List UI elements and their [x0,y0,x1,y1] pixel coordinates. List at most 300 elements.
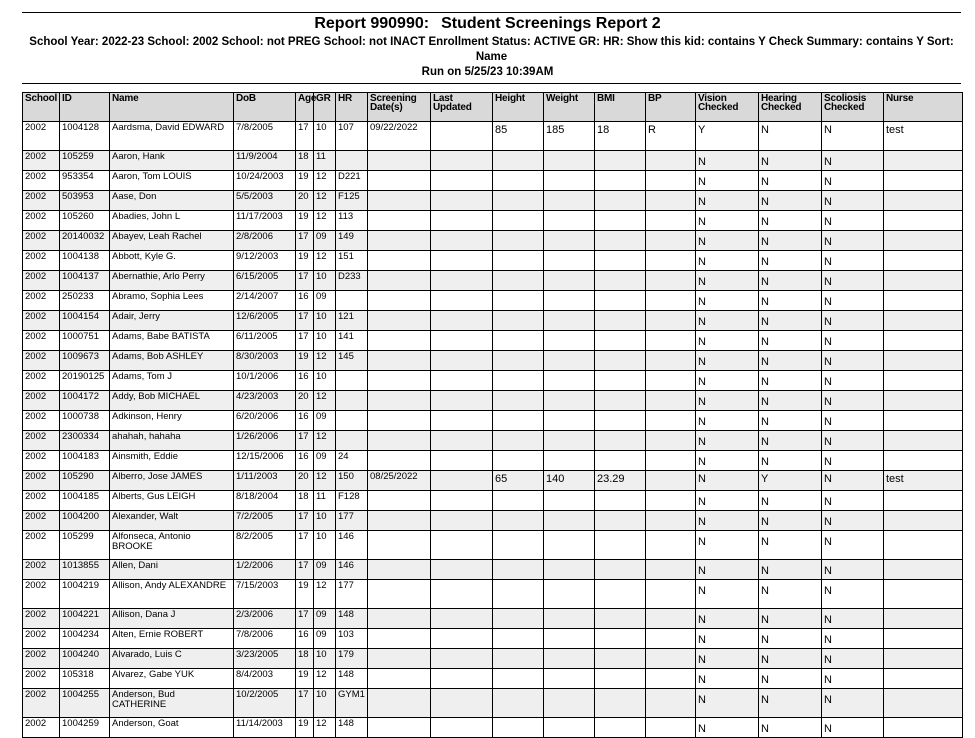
cell-bmi [595,211,646,231]
col-header-school: School [23,93,60,122]
screenings-table [22,92,963,738]
cell-hr: 179 [336,649,368,669]
cell-weight [544,211,595,231]
cell-scoliosis: N [822,649,884,669]
cell-bp [646,271,696,291]
cell-weight [544,411,595,431]
cell-vision: N [696,151,759,171]
cell-hearing: N [759,291,822,311]
cell-hr: 151 [336,251,368,271]
cell-screen: 09/22/2022 [368,122,431,151]
cell-bmi [595,718,646,738]
cell-gr: 12 [314,471,336,491]
cell-updated [431,609,493,629]
header-rule [22,83,961,84]
cell-nurse [884,151,963,171]
cell-height [493,171,544,191]
cell-id: 1004240 [60,649,110,669]
cell-hearing: N [759,560,822,580]
col-header-id: ID [60,93,110,122]
cell-id: 1000751 [60,331,110,351]
cell-weight [544,669,595,689]
col-header-gr: GR [314,93,336,122]
cell-id: 503953 [60,191,110,211]
cell-bmi [595,371,646,391]
cell-scoliosis: N [822,629,884,649]
cell-weight [544,391,595,411]
cell-scoliosis: N [822,331,884,351]
cell-school: 2002 [23,211,60,231]
cell-updated [431,560,493,580]
col-header-bmi: BMI [595,93,646,122]
cell-screen [368,151,431,171]
cell-school: 2002 [23,511,60,531]
cell-age: 16 [296,629,314,649]
cell-bmi [595,609,646,629]
cell-screen [368,231,431,251]
cell-age: 19 [296,718,314,738]
cell-screen [368,331,431,351]
cell-id: 250233 [60,291,110,311]
cell-name: ahahah, hahaha [110,431,234,451]
cell-age: 17 [296,511,314,531]
cell-dob: 8/4/2003 [234,669,296,689]
cell-height [493,311,544,331]
cell-age: 19 [296,351,314,371]
cell-age: 19 [296,669,314,689]
cell-hr: 148 [336,718,368,738]
col-header-dob: DoB [234,93,296,122]
cell-updated [431,331,493,351]
cell-vision: N [696,251,759,271]
cell-gr: 12 [314,211,336,231]
cell-hr: 103 [336,629,368,649]
cell-age: 20 [296,191,314,211]
cell-school: 2002 [23,471,60,491]
cell-hearing: N [759,718,822,738]
cell-height [493,431,544,451]
cell-gr: 10 [314,122,336,151]
cell-updated [431,271,493,291]
cell-dob: 7/2/2005 [234,511,296,531]
cell-height [493,609,544,629]
cell-bmi [595,171,646,191]
cell-scoliosis: N [822,669,884,689]
cell-weight [544,491,595,511]
cell-hr: 149 [336,231,368,251]
cell-gr: 11 [314,491,336,511]
table-row [23,431,963,451]
cell-gr: 10 [314,371,336,391]
cell-vision: N [696,649,759,669]
cell-screen [368,491,431,511]
cell-nurse [884,311,963,331]
cell-dob: 1/11/2003 [234,471,296,491]
cell-weight: 185 [544,122,595,151]
cell-dob: 12/6/2005 [234,311,296,331]
cell-hearing: Y [759,471,822,491]
cell-id: 1004128 [60,122,110,151]
cell-dob: 2/8/2006 [234,231,296,251]
cell-hearing: N [759,251,822,271]
cell-bp [646,151,696,171]
cell-vision: N [696,689,759,718]
cell-school: 2002 [23,311,60,331]
report-title [0,15,975,33]
cell-name: Abernathie, Arlo Perry [110,271,234,291]
cell-height [493,371,544,391]
cell-weight [544,351,595,371]
cell-id: 105290 [60,471,110,491]
cell-school: 2002 [23,491,60,511]
cell-id: 1013855 [60,560,110,580]
cell-vision: N [696,609,759,629]
cell-gr: 10 [314,531,336,560]
cell-age: 17 [296,331,314,351]
cell-bp [646,531,696,560]
cell-screen [368,351,431,371]
cell-hearing: N [759,531,822,560]
cell-bp [646,491,696,511]
cell-vision: N [696,411,759,431]
cell-id: 1004234 [60,629,110,649]
cell-nurse [884,291,963,311]
table-row [23,351,963,371]
cell-nurse [884,560,963,580]
cell-weight [544,291,595,311]
cell-weight [544,271,595,291]
cell-gr: 10 [314,649,336,669]
cell-bmi [595,649,646,669]
cell-screen [368,191,431,211]
cell-name: Alvarado, Luis C [110,649,234,669]
cell-nurse [884,391,963,411]
cell-age: 17 [296,271,314,291]
cell-id: 1000738 [60,411,110,431]
cell-hearing: N [759,491,822,511]
cell-gr: 12 [314,580,336,609]
cell-height [493,151,544,171]
cell-weight [544,451,595,471]
cell-nurse [884,689,963,718]
cell-height [493,491,544,511]
cell-bp [646,649,696,669]
cell-hearing: N [759,151,822,171]
cell-age: 18 [296,151,314,171]
table-body [23,122,963,738]
cell-nurse [884,718,963,738]
cell-bmi [595,580,646,609]
cell-height [493,411,544,431]
table-row [23,649,963,669]
cell-bmi [595,491,646,511]
col-header-hearing: Hearing Checked [759,93,822,122]
cell-updated [431,491,493,511]
cell-age: 17 [296,560,314,580]
cell-age: 20 [296,471,314,491]
cell-updated [431,411,493,431]
cell-hr [336,371,368,391]
cell-name: Abayev, Leah Rachel [110,231,234,251]
cell-id: 20140032 [60,231,110,251]
cell-hr: 145 [336,351,368,371]
cell-dob: 10/1/2006 [234,371,296,391]
cell-hearing: N [759,311,822,331]
cell-id: 2300334 [60,431,110,451]
cell-dob: 7/8/2006 [234,629,296,649]
cell-scoliosis: N [822,718,884,738]
cell-dob: 2/3/2006 [234,609,296,629]
cell-bmi [595,531,646,560]
cell-vision: N [696,531,759,560]
cell-screen [368,311,431,331]
table-row [23,311,963,331]
cell-hr: 121 [336,311,368,331]
cell-hr: F128 [336,491,368,511]
table-row [23,491,963,511]
cell-gr: 12 [314,351,336,371]
cell-hearing: N [759,431,822,451]
cell-name: Aaron, Tom LOUIS [110,171,234,191]
cell-screen [368,609,431,629]
cell-height [493,560,544,580]
cell-school: 2002 [23,122,60,151]
table-row [23,689,963,718]
cell-hr [336,151,368,171]
table-row [23,629,963,649]
cell-weight [544,171,595,191]
cell-school: 2002 [23,411,60,431]
cell-id: 1009673 [60,351,110,371]
cell-vision: N [696,171,759,191]
cell-updated [431,122,493,151]
cell-scoliosis: N [822,191,884,211]
table-row [23,718,963,738]
cell-id: 1004255 [60,689,110,718]
cell-school: 2002 [23,580,60,609]
cell-scoliosis: N [822,311,884,331]
cell-bp [646,211,696,231]
cell-height [493,211,544,231]
cell-name: Abbott, Kyle G. [110,251,234,271]
cell-age: 17 [296,431,314,451]
cell-height [493,271,544,291]
cell-nurse [884,191,963,211]
cell-updated [431,251,493,271]
cell-dob: 6/20/2006 [234,411,296,431]
cell-nurse [884,231,963,251]
cell-school: 2002 [23,251,60,271]
cell-bmi [595,391,646,411]
cell-vision: N [696,271,759,291]
cell-scoliosis: N [822,609,884,629]
cell-height: 85 [493,122,544,151]
cell-vision: N [696,211,759,231]
cell-vision: N [696,629,759,649]
cell-bp [646,291,696,311]
cell-school: 2002 [23,351,60,371]
cell-bmi [595,511,646,531]
cell-updated [431,580,493,609]
cell-updated [431,471,493,491]
top-rule [22,12,961,13]
cell-updated [431,531,493,560]
table-header-row [23,93,963,122]
cell-hr: F125 [336,191,368,211]
cell-gr: 10 [314,311,336,331]
cell-name: Anderson, Bud CATHERINE [110,689,234,718]
cell-screen [368,718,431,738]
cell-hearing: N [759,171,822,191]
cell-updated [431,718,493,738]
cell-gr: 09 [314,629,336,649]
cell-screen [368,580,431,609]
cell-id: 953354 [60,171,110,191]
cell-id: 1004138 [60,251,110,271]
cell-school: 2002 [23,560,60,580]
cell-bp [646,171,696,191]
report-number: Report 990990: [314,15,430,32]
cell-dob: 1/26/2006 [234,431,296,451]
report-name: Student Screenings Report 2 [441,15,661,32]
cell-name: Aaron, Hank [110,151,234,171]
col-header-vision: Vision Checked [696,93,759,122]
cell-gr: 10 [314,689,336,718]
cell-bmi: 23.29 [595,471,646,491]
col-header-name: Name [110,93,234,122]
cell-vision: N [696,471,759,491]
cell-name: Alten, Ernie ROBERT [110,629,234,649]
cell-screen [368,271,431,291]
cell-bp [646,231,696,251]
cell-nurse [884,451,963,471]
col-header-age: Age [296,93,314,122]
cell-weight [544,531,595,560]
cell-vision: N [696,669,759,689]
cell-nurse [884,609,963,629]
cell-nurse [884,669,963,689]
cell-school: 2002 [23,669,60,689]
cell-height [493,191,544,211]
cell-hr [336,431,368,451]
cell-weight [544,311,595,331]
cell-scoliosis: N [822,291,884,311]
cell-name: Ainsmith, Eddie [110,451,234,471]
cell-updated [431,151,493,171]
table-row [23,291,963,311]
cell-bmi: 18 [595,122,646,151]
cell-school: 2002 [23,718,60,738]
cell-scoliosis: N [822,171,884,191]
cell-height [493,531,544,560]
cell-vision: N [696,560,759,580]
cell-nurse [884,331,963,351]
cell-weight [544,151,595,171]
cell-gr: 09 [314,560,336,580]
cell-vision: N [696,431,759,451]
cell-dob: 5/5/2003 [234,191,296,211]
cell-gr: 09 [314,609,336,629]
cell-screen [368,649,431,669]
cell-screen [368,251,431,271]
cell-id: 105259 [60,151,110,171]
cell-id: 105260 [60,211,110,231]
col-header-scoliosis: Scoliosis Checked [822,93,884,122]
cell-name: Alberro, Jose JAMES [110,471,234,491]
cell-bmi [595,291,646,311]
table-row [23,331,963,351]
cell-name: Alberts, Gus LEIGH [110,491,234,511]
cell-height: 65 [493,471,544,491]
cell-vision: N [696,718,759,738]
cell-bmi [595,629,646,649]
cell-updated [431,211,493,231]
cell-bp [646,560,696,580]
cell-dob: 8/30/2003 [234,351,296,371]
cell-vision: N [696,351,759,371]
cell-dob: 11/9/2004 [234,151,296,171]
cell-age: 17 [296,609,314,629]
cell-dob: 8/2/2005 [234,531,296,560]
cell-screen: 08/25/2022 [368,471,431,491]
cell-hearing: N [759,511,822,531]
cell-nurse [884,351,963,371]
cell-bp [646,311,696,331]
cell-gr: 11 [314,151,336,171]
table-row [23,411,963,431]
cell-weight [544,649,595,669]
cell-vision: N [696,580,759,609]
cell-bmi [595,451,646,471]
cell-scoliosis: N [822,471,884,491]
cell-scoliosis: N [822,211,884,231]
cell-gr: 09 [314,291,336,311]
cell-gr: 10 [314,331,336,351]
cell-scoliosis: N [822,251,884,271]
cell-gr: 09 [314,411,336,431]
cell-bmi [595,669,646,689]
cell-gr: 10 [314,271,336,291]
cell-updated [431,431,493,451]
cell-dob: 12/15/2006 [234,451,296,471]
cell-hearing: N [759,451,822,471]
cell-bp [646,431,696,451]
cell-vision: N [696,191,759,211]
cell-bmi [595,151,646,171]
cell-bmi [595,191,646,211]
cell-bp [646,371,696,391]
cell-weight [544,580,595,609]
cell-id: 1004154 [60,311,110,331]
cell-id: 1004172 [60,391,110,411]
cell-dob: 11/17/2003 [234,211,296,231]
cell-bp [646,471,696,491]
cell-height [493,511,544,531]
cell-dob: 1/2/2006 [234,560,296,580]
cell-nurse [884,531,963,560]
cell-hr [336,291,368,311]
cell-hr [336,391,368,411]
cell-bp [646,580,696,609]
cell-screen [368,629,431,649]
cell-school: 2002 [23,331,60,351]
cell-screen [368,171,431,191]
cell-updated [431,649,493,669]
cell-id: 1004185 [60,491,110,511]
cell-name: Abadies, John L [110,211,234,231]
cell-bmi [595,271,646,291]
cell-scoliosis: N [822,371,884,391]
